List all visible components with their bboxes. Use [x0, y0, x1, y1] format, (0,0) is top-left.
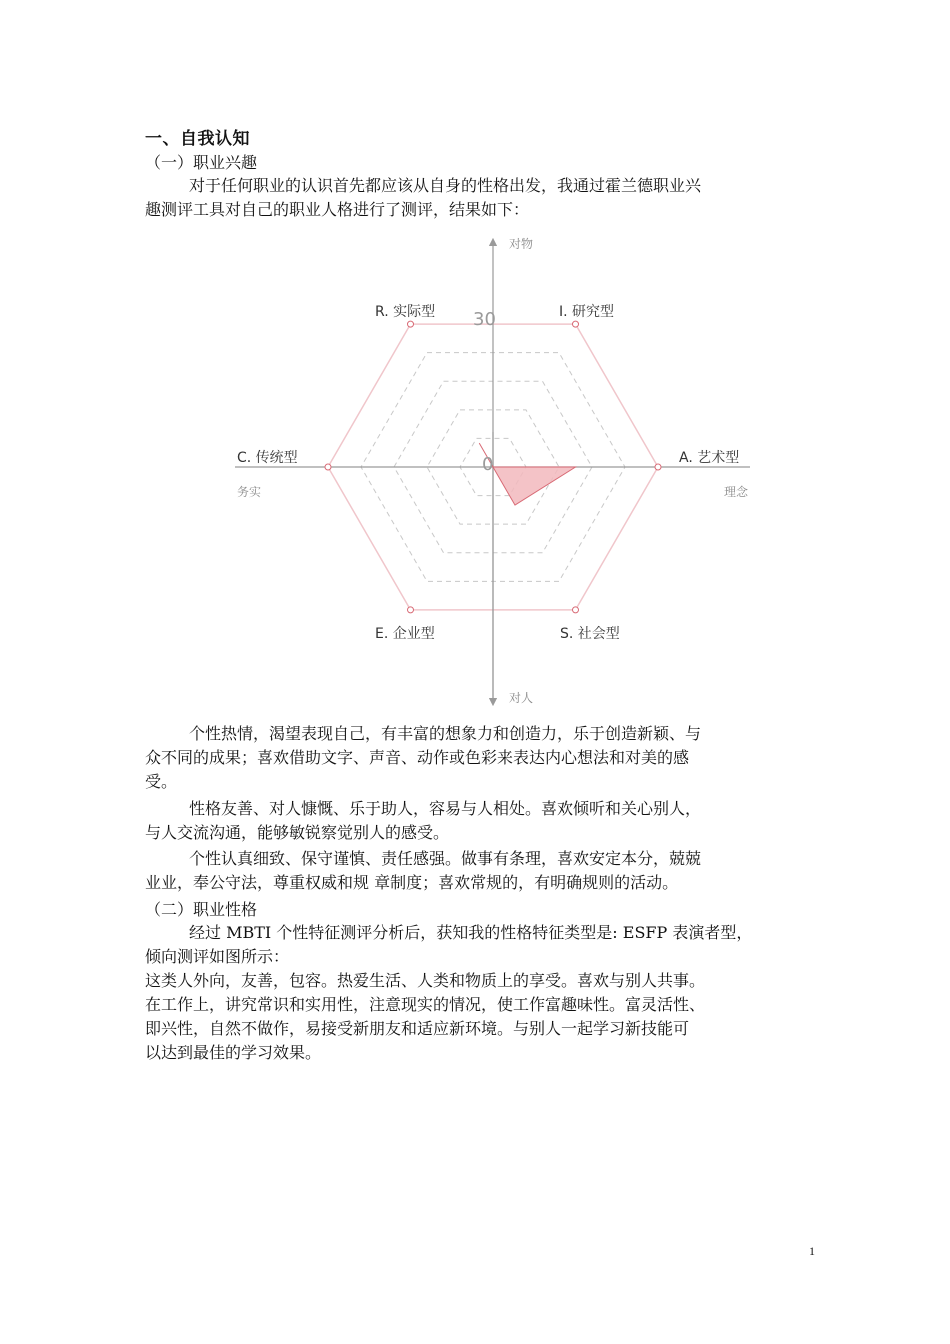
interest-paragraph-artistic [145, 722, 813, 794]
paragraph-line: 众不同的成果；喜欢借助文字、声音、动作或色彩来表达内心想法和对美的感 [145, 748, 690, 767]
paragraph-line: 与人交流沟通，能够敏锐察觉别人的感受。 [145, 823, 450, 842]
radar-vertex-dot [573, 607, 579, 613]
axis-label-top: 对物 [509, 237, 534, 251]
paragraph-line: 倾向测评如图所示： [145, 947, 290, 966]
paragraph-line: 即兴性，自然不做作，易接受新朋友和适应新环境。与别人一起学习新技能可 [145, 1019, 690, 1038]
paragraph-line: 受。 [145, 772, 178, 791]
radar-vertex-dot [325, 464, 331, 470]
axis-label-left: 务实 [237, 485, 262, 499]
radar-vertex-dot [408, 321, 414, 327]
axis-label-right: 理念 [724, 485, 749, 499]
category-label-s: S. 社会型 [560, 626, 620, 642]
category-label-r: R. 实际型 [375, 304, 436, 320]
section-heading: 一、自我认知 [145, 129, 250, 149]
paragraph-line: 这类人外向，友善，包容。热爱生活、人类和物质上的享受。喜欢与别人共事。 [145, 971, 706, 990]
radar-vertex-dot [573, 321, 579, 327]
category-label-e: E. 企业型 [375, 626, 435, 642]
radar-series-area [479, 443, 575, 505]
category-label-a: A. 艺术型 [679, 450, 740, 466]
radar-series [479, 443, 575, 505]
paragraph-line: 经过 MBTI 个性特征测评分析后，获知我的性格特征类型是: ESFP 表演者型， [189, 923, 753, 942]
scale-zero-label: 0 [482, 454, 494, 475]
intro-line: 对于任何职业的认识首先都应该从自身的性格出发，我通过霍兰德职业兴 [189, 176, 702, 195]
paragraph-line: 在工作上，讲究常识和实用性，注意现实的情况，使工作富趣味性。富灵活性、 [145, 995, 706, 1014]
paragraph-line: 性格友善、对人慷慨、乐于助人，容易与人相处。喜欢倾听和关心别人， [189, 799, 702, 818]
holland-radar-chart [225, 232, 760, 710]
subsection-title-interest: （一）职业兴趣 [145, 153, 258, 172]
page-number-wrap [0, 1244, 815, 1259]
intro-line: 趣测评工具对自己的职业人格进行了测评，结果如下： [145, 200, 530, 219]
paragraph-line: 以达到最佳的学习效果。 [145, 1043, 322, 1062]
paragraph-line: 个性热情，渴望表现自己，有丰富的想象力和创造力，乐于创造新颖、与 [189, 724, 702, 743]
radar-vertex-dot [408, 607, 414, 613]
interest-paragraph-conventional [145, 847, 813, 895]
interest-paragraph-social [145, 797, 813, 845]
page-number: 1 [809, 1244, 815, 1258]
radar-vertex-dot [655, 464, 661, 470]
intro-paragraph [145, 174, 813, 222]
category-label-c: C. 传统型 [237, 450, 298, 466]
paragraph-line: 个性认真细致、保守谨慎、责任感强。做事有条理，喜欢安定本分，兢兢 [189, 849, 702, 868]
mbti-paragraph [145, 921, 813, 1065]
subsection-title-personality: （二）职业性格 [145, 900, 258, 919]
scale-max-label: 30 [473, 309, 496, 330]
category-label-i: I. 研究型 [559, 304, 615, 320]
paragraph-line: 业业，奉公守法，尊重权威和规 章制度；喜欢常规的，有明确规则的活动。 [145, 873, 679, 892]
axis-label-bottom: 对人 [509, 691, 534, 705]
